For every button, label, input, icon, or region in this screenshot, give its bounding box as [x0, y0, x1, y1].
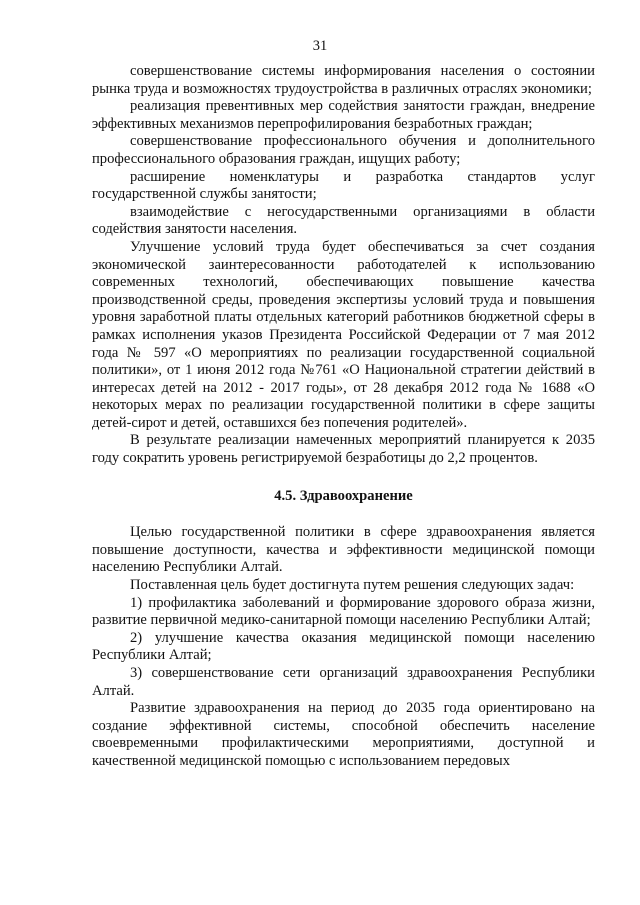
- paragraph-ngo-cooperation: взаимодействие с негосударственными организациями в области содействия занятости населения.: [92, 203, 595, 238]
- paragraph-tasks-intro: Поставленная цель будет достигнута путем решения следующих задач:: [130, 577, 575, 594]
- paragraph-healthcare-goal: Целью государственной политики в сфере здравоохранения является повышение доступности, качества и эффективности медицинской помощи населению Республики Алтай.: [92, 524, 595, 576]
- paragraph-unemployment-target: В результате реализации намеченных мероприятий планируется к 2035 году сократить уровень регистрируемой безработицы до 2,2 процентов.: [92, 432, 595, 467]
- list-item-task-3: 3) совершенствование сети организаций здравоохранения Республики Алтай.: [92, 665, 595, 699]
- paragraph-preventive-measures: реализация превентивных мер содействия занятости граждан, внедрение эффективных механизмов перепрофилирования безработных граждан;: [92, 98, 595, 132]
- list-item-task-1: 1) профилактика заболеваний и формирование здорового образа жизни, развитие первичной медико-санитарной помощи населению Республики Алтай;: [92, 594, 595, 629]
- paragraph-service-standards: расширение номенклатуры и разработка стандартов услуг государственной службы занятости;: [92, 168, 595, 203]
- paragraph-professional-training: совершенствование профессионального обучения и дополнительного профессионального образования граждан, ищущих работу;: [92, 133, 595, 167]
- page-number: 31: [312, 38, 328, 54]
- document-body: [92, 63, 595, 771]
- paragraph-working-conditions: Улучшение условий труда будет обеспечиваться за счет создания экономической заинтересованности работодателей к использованию современных технологий, обеспечивающих повышение качества производственной среды, проведения экспертизы условий труда и повышения уровня заработной платы отдельных категорий работников бюджетной сферы в рамках исполнения указов Президента Российской Федерации от 7 мая 2012 года № 597 «О мероприятиях по реализации государственной социальной политики», от 1 июня 2012 года №761 «О Национальной стратегии действий в интересах детей на 2012 - 2017 годы», от 28 декабря 2012 года № 1688 «О некоторых мерах по реализации государственной политики в сфере защиты детей-сирот и детей, оставшихся без попечения родителей».: [92, 238, 595, 431]
- list-item-task-2: 2) улучшение качества оказания медицинской помощи населению Республики Алтай;: [92, 629, 595, 664]
- paragraph-healthcare-development: Развитие здравоохранения на период до 2035 года ориентировано на создание эффективной системы, способной обеспечить население своевременными профилактическими мероприятиями, доступной и качественной медицинской помощью с использованием передовых: [92, 700, 595, 769]
- section-heading: 4.5. Здравоохранение: [274, 487, 413, 504]
- paragraph-labor-market-info: совершенствование системы информирования населения о состоянии рынка труда и возможностях трудоустройства в различных отраслях экономики;: [92, 63, 595, 97]
